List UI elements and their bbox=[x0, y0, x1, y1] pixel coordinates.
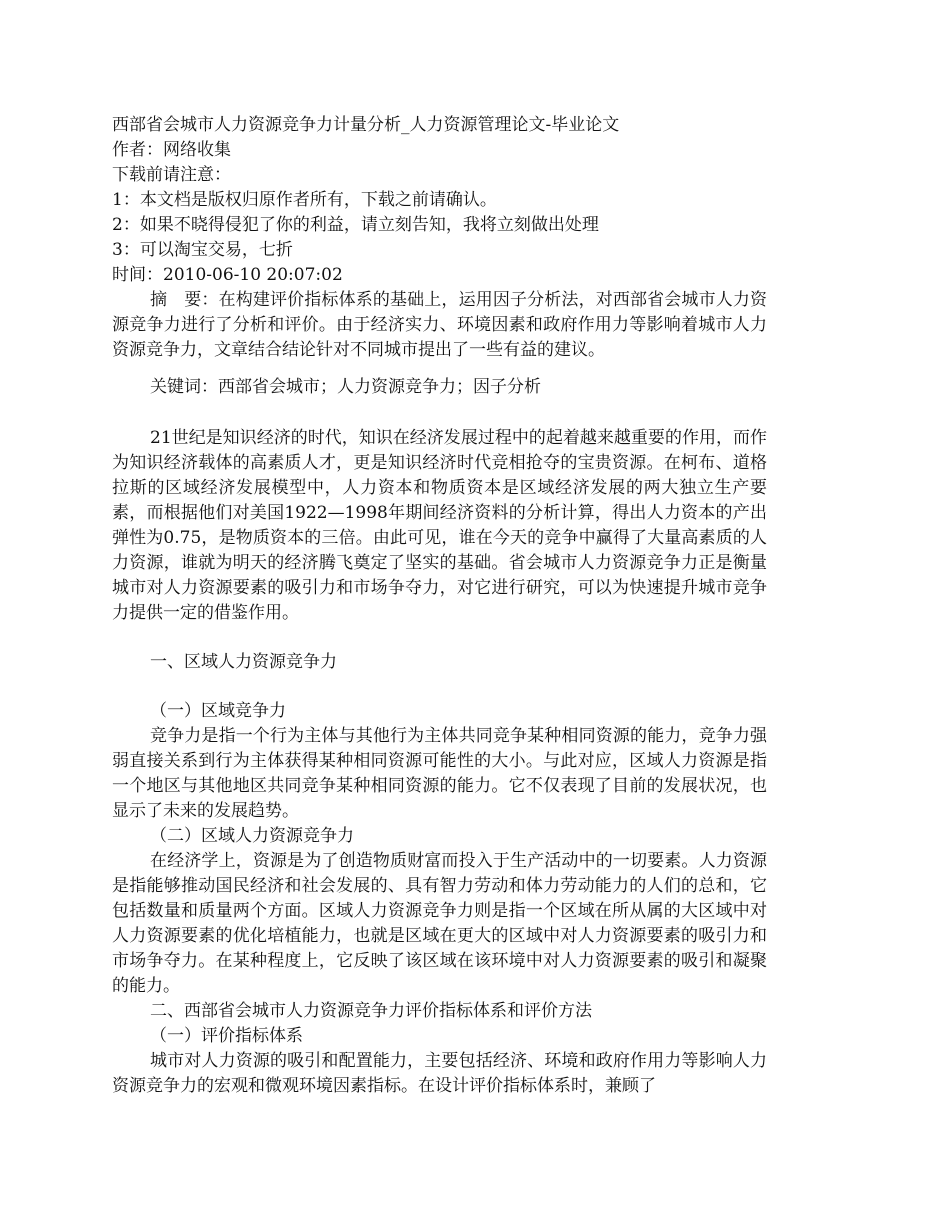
notice-item-2: 2：如果不晓得侵犯了你的利益，请立刻告知，我将立刻做出处理 bbox=[112, 215, 599, 235]
document-page bbox=[112, 113, 767, 1099]
section-2-1-heading: （一）评价指标体系 bbox=[150, 1026, 303, 1046]
notice-item-3: 3：可以淘宝交易，七折 bbox=[112, 240, 293, 260]
spacer bbox=[112, 363, 767, 375]
section-1-1-paragraph: 竞争力是指一个行为主体与其他行为主体共同竞争某种相同资源的能力，竞争力强弱直接关系到行为主体获得某种相同资源可能性的大小。与此对应，区域人力资源是指一个地区与其他地区共同竞争某种相同资源的能力。它不仅表现了目前的发展状况，也显示了未来的发展趋势。 bbox=[112, 726, 767, 821]
section-1-2-heading: （二）区域人力资源竞争力 bbox=[150, 826, 354, 846]
section-1-heading: 一、区域人力资源竞争力 bbox=[150, 652, 337, 672]
timestamp-line: 时间：2010-06-10 20:07:02 bbox=[112, 265, 343, 285]
section-1-2-paragraph: 在经济学上，资源是为了创造物质财富而投入于生产活动中的一切要素。人力资源是指能够推动国民经济和社会发展的、具有智力劳动和体力劳动能力的人们的总和，它包括数量和质量两个方面。区域人力资源竞争力则是指一个区域在所从属的大区域中对人力资源要素的优化培植能力，也就是区域在更大的区域中对人力资源要素的吸引力和市场争夺力。在某种程度上，它反映了该区域在该环境中对人力资源要素的吸引和凝聚的能力。 bbox=[112, 851, 767, 996]
section-1-1-heading: （一）区域竞争力 bbox=[150, 701, 286, 721]
keywords-line: 关键词：西部省会城市；人力资源竞争力；因子分析 bbox=[150, 377, 541, 397]
notice-item-1: 1：本文档是版权归原作者所有，下载之前请确认。 bbox=[112, 190, 497, 210]
spacer bbox=[112, 400, 767, 426]
spacer bbox=[112, 626, 767, 650]
notice-heading: 下载前请注意： bbox=[112, 165, 231, 185]
spacer bbox=[112, 675, 767, 699]
abstract-paragraph: 摘 要：在构建评价指标体系的基础上，运用因子分析法，对西部省会城市人力资源竞争力进行了分析和评价。由于经济实力、环境因素和政府作用力等影响着城市人力资源竞争力，文章结合结论针对不同城市提出了一些有益的建议。 bbox=[112, 290, 767, 360]
section-2-1-paragraph: 城市对人力资源的吸引和配置能力，主要包括经济、环境和政府作用力等影响人力资源竞争力的宏观和微观环境因素指标。在设计评价指标体系时，兼顾了 bbox=[112, 1051, 767, 1096]
section-2-heading: 二、西部省会城市人力资源竞争力评价指标体系和评价方法 bbox=[150, 1001, 592, 1021]
document-title: 西部省会城市人力资源竞争力计量分析_人力资源管理论文-毕业论文 bbox=[112, 115, 620, 135]
intro-paragraph: 21世纪是知识经济的时代，知识在经济发展过程中的起着越来越重要的作用，而作为知识经济载体的高素质人才，更是知识经济时代竞相抢夺的宝贵资源。在柯布、道格拉斯的区域经济发展模型中，人力资本和物质资本是区域经济发展的两大独立生产要素，而根据他们对美国1922—1998年期间经济资料的分析计算，得出人力资本的产出弹性为0.75，是物质资本的三倍。由此可见，谁在今天的竞争中赢得了大量高素质的人力资源，谁就为明天的经济腾飞奠定了坚实的基础。省会城市人力资源竞争力正是衡量城市对人力资源要素的吸引力和市场争夺力，对它进行研究，可以为快速提升城市竞争力提供一定的借鉴作用。 bbox=[112, 428, 767, 623]
author-line: 作者：网络收集 bbox=[112, 140, 231, 160]
